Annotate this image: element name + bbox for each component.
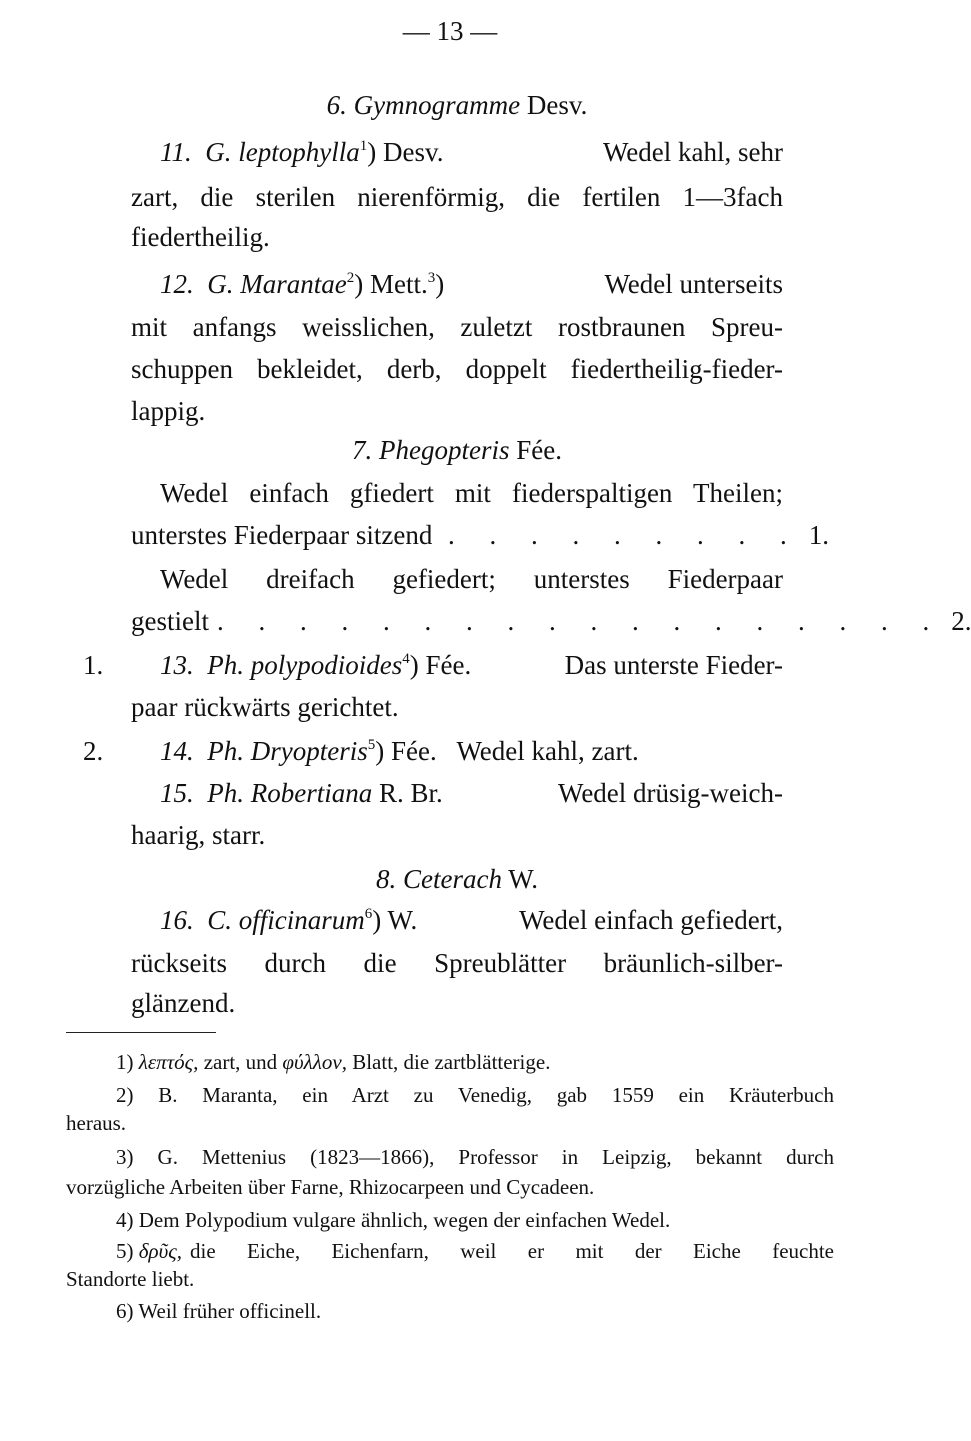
footnote-4: 4) Dem Polypodium vulgare ähnlich, wegen der einfachen Wedel. — [116, 1208, 671, 1232]
footnote-2-line-2: heraus. — [66, 1111, 127, 1135]
footnote-6: 6) Weil früher officinell. — [116, 1299, 322, 1323]
species-15-line-1: 15. Ph. Robertiana R. Br. Wedel drüsig-weich- — [160, 778, 783, 808]
species-12-line-2: mit anfangs weisslichen, zuletzt rostbraunen Spreu- — [131, 312, 783, 342]
species-12-line-3: schuppen bekleidet, derb, doppelt fiedertheilig-fieder- — [131, 354, 783, 384]
key-b-line-1: Wedel dreifach gefiedert; unterstes Fiederpaar — [160, 564, 783, 594]
key-a-line-1: Wedel einfach gfiedert mit fiederspaltigen Theilen; — [160, 478, 783, 508]
species-13-line-2: paar rückwärts gerichtet. — [131, 692, 399, 722]
page-number: — 13 — — [402, 16, 498, 46]
species-14-line-1: 14. Ph. Dryopteris$^5$) Fée. Wedel kahl, zart. — [160, 736, 639, 766]
species-11-line-2: zart, die sterilen nierenförmig, die fertilen 1—3fach — [131, 182, 783, 212]
footnote-3-line-1: 3) G. Mettenius (1823—1866), Professor in Leipzig, bekannt durch — [116, 1145, 834, 1169]
species-16-line-1: 16. C. officinarum$^6$) W. Wedel einfach gefiedert, — [160, 905, 783, 935]
key-ref-margin-1: 1. — [83, 650, 104, 680]
species-11-line-3: fiedertheilig. — [131, 222, 270, 252]
key-a-line-2: unterstes Fiederpaar sitzend . . . . . . . . . 1. — [131, 520, 829, 550]
key-ref-margin-2: 2. — [83, 736, 104, 766]
key-b-line-2: gestielt . . . . . . . . . . . . . . . . . . 2. — [131, 606, 971, 636]
footnote-rule — [66, 1032, 216, 1033]
genus-heading-gymnogramme: 6. Gymnogramme Desv. — [326, 90, 588, 120]
species-16-line-2: rückseits durch die Spreublätter bräunlich-silber- — [131, 948, 783, 978]
footnote-3-line-2: vorzügliche Arbeiten über Farne, Rhizocarpeen und Cycadeen. — [66, 1175, 595, 1199]
species-12-line-4: lappig. — [131, 396, 206, 426]
species-15-line-2: haarig, starr. — [131, 820, 266, 850]
species-11-line-1: 11. G. leptophylla$^1$) Desv. Wedel kahl, sehr — [160, 137, 783, 167]
footnote-5-line-1: 5) δρῦς, die Eiche, Eichenfarn, weil er mit der Eiche feuchte — [116, 1239, 834, 1263]
footnote-5-line-2: Standorte liebt. — [66, 1267, 195, 1291]
species-13-line-1: 13. Ph. polypodioides$^4$) Fée. Das unterste Fieder- — [160, 650, 783, 680]
footnote-1: 1) λεπτός, zart, und φύλλον, Blatt, die zartblätterige. — [116, 1050, 551, 1074]
footnote-2-line-1: 2) B. Maranta, ein Arzt zu Venedig, gab 1559 ein Kräuterbuch — [116, 1083, 834, 1107]
species-16-line-3: glänzend. — [131, 988, 236, 1018]
genus-heading-ceterach: 8. Ceterach W. — [375, 864, 538, 894]
species-12-line-1: 12. G. Marantae$^2$) Mett.$^3$) Wedel unterseits — [160, 269, 783, 299]
genus-heading-phegopteris: 7. Phegopteris Fée. — [352, 435, 562, 465]
